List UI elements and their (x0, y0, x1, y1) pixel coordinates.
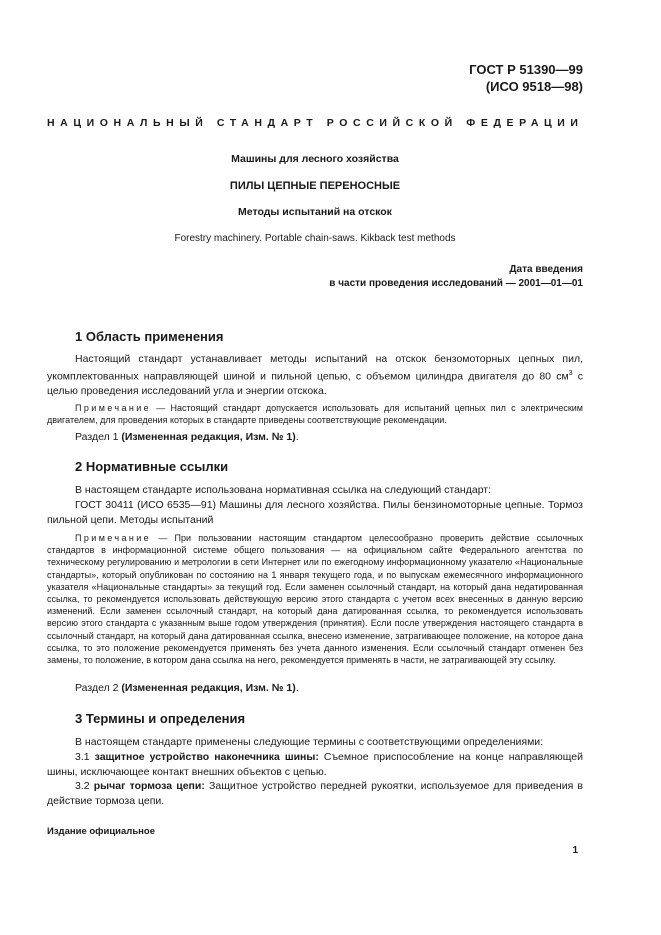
term-number: 3.1 (75, 751, 95, 763)
note-text: — Настоящий стандарт допускается использовать для испытаний цепных пил с электрическим двигателем, для проведения которых в стандарте приведены соответствующие рекомендации. (47, 403, 583, 426)
amendment-suffix: . (295, 431, 299, 443)
note-label: Примечание (75, 403, 152, 413)
section-2-heading: 2 Нормативные ссылки (75, 459, 229, 474)
introduction-date-detail: в части проведения исследований — 2001—01—01 (329, 278, 583, 289)
title-line-2: ПИЛЫ ЦЕПНЫЕ ПЕРЕНОСНЫЕ (229, 180, 401, 192)
note-label: Примечание (75, 533, 152, 543)
introduction-date-label: Дата введения (509, 264, 583, 275)
iso-number: (ИСО 9518—98) (485, 79, 583, 94)
term-name: защитное устройство наконечника шины: (94, 751, 319, 763)
term-3-1 (47, 750, 583, 779)
national-standard-banner: НАЦИОНАЛЬНЫЙ СТАНДАРТ РОССИЙСКОЙ ФЕДЕРАЦИИ (47, 117, 584, 129)
introduction-date (329, 263, 583, 291)
amendment-suffix: . (295, 682, 299, 694)
standard-designation (469, 61, 583, 95)
amendment-prefix: Раздел 1 (75, 431, 122, 443)
section-1-text-b: с целью проведения исследований угла и энергии отскока. (47, 370, 583, 397)
page-number: 1 (572, 845, 578, 856)
note-text: — При пользовании настоящим стандартом целесообразно проверить действие ссылочных стандартов в информационной системе общего пользования — на официальном сайте Федерального агентства по техническому регулированию и метрологии в сети Интернет или по ежегодному информационному указателю «Национальные стандарты», который опубликован по состоянию на 1 января текущего года, и по выпускам ежемесячного информационного указателя «Национальные стандарты» за текущий год. Если заменен ссылочный стандарт, на который дана недатированная ссылка, то рекомендуется использовать действующую версию этого стандарта с учетом всех внесенных в данную версию изменений. Если заменен ссылочный стандарт, на который дана датированная ссылка, то рекомендуется использовать версию этого стандарта с указанным выше годом утверждения (принятия). Если после утверждения настоящего стандарта в ссылочный стандарт, на который дана датированная ссылка, внесено изменение, затрагивающее положение, на которое дана ссылка, то это положение рекомендуется применять без учета данного изменения. Если ссылочный стандарт отменен без замены, то положение, в котором дана ссылка на него, рекомендуется применять в части, не затрагивающей эту ссылку. (47, 533, 583, 666)
official-edition-label: Издание официальное (47, 826, 155, 837)
term-definition: Защитное устройство передней рукоятки, используемое для приведения в действие тормоза цепи. (47, 780, 583, 807)
section-1-note (47, 402, 583, 426)
amendment-prefix: Раздел 2 (75, 682, 122, 694)
section-3-paragraph: В настоящем стандарте применены следующие термины с соответствующими определениями: (75, 736, 544, 748)
title-english: Forestry machinery. Portable chain-saws. Kikback test methods (174, 233, 456, 244)
section-1-heading: 1 Область применения (75, 329, 224, 344)
title-line-1: Машины для лесного хозяйства (231, 153, 399, 165)
cubic-superscript: 3 (568, 369, 573, 377)
term-definition: Съемное приспособление на конце направляющей шины, исключающее контакт внешних объектов с цепью. (47, 751, 583, 778)
section-2-note (47, 532, 583, 666)
amendment-note: (Измененная редакция, Изм. № 1) (121, 431, 296, 443)
section-2-paragraph-1: В настоящем стандарте использована нормативная ссылка на следующий стандарт: (75, 484, 492, 496)
term-3-2 (47, 779, 583, 808)
section-1-amendment (47, 430, 583, 445)
section-1-text-a: Настоящий стандарт устанавливает методы испытаний на отскок бензомоторных цепных пил, укомплектованных направляющей шиной и пильной цепью, с объемом цилиндра двигателя до 80 см (47, 353, 583, 383)
section-2-amendment (47, 681, 583, 696)
term-number: 3.2 (75, 780, 94, 792)
term-name: рычаг тормоза цепи: (93, 780, 205, 792)
section-1-paragraph (47, 352, 583, 398)
section-2-paragraph-2: ГОСТ 30411 (ИСО 6535—91) Машины для лесного хозяйства. Пилы бензиномоторные цепные. Тормоз пильной цепи. Методы испытаний (47, 499, 583, 526)
gost-number: ГОСТ Р 51390—99 (469, 62, 583, 77)
amendment-note: (Измененная редакция, Изм. № 1) (121, 682, 296, 694)
section-3-heading: 3 Термины и определения (75, 711, 246, 726)
title-line-3: Методы испытаний на отскок (238, 206, 392, 218)
